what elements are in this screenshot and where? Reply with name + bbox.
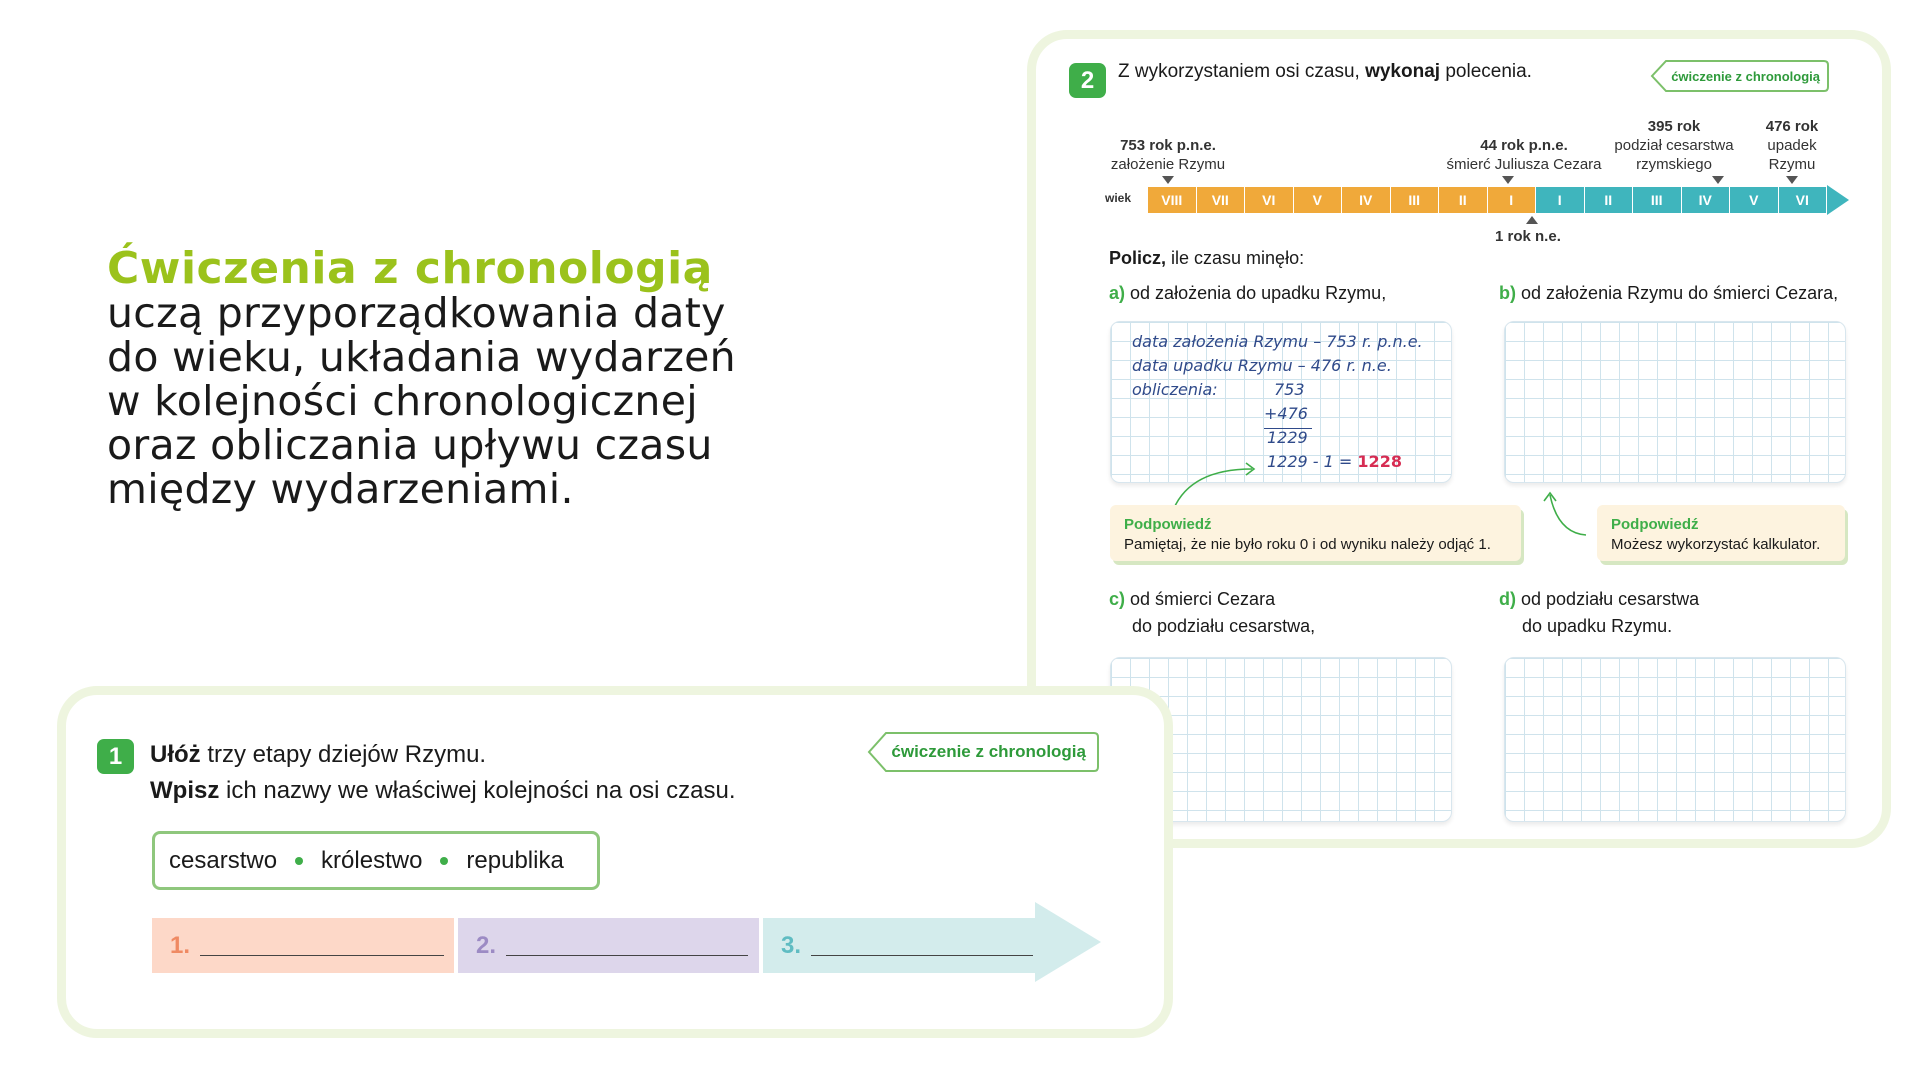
hint-box-1 [1110,505,1521,561]
word-bank [152,831,600,890]
chronology-tag: ćwiczenie z chronologią [1650,59,1830,93]
ad-start-marker [1526,216,1538,224]
answer-grid-d[interactable] [1504,657,1846,822]
headline-line: oraz obliczania upływu czasu [107,421,713,469]
headline-line: w kolejności chronologicznej [107,377,698,425]
ad-start-label: 1 rok n.e. [1495,228,1561,245]
event-caesar-label: 44 rok p.n.e. śmierć Juliusza Cezara [1446,137,1602,173]
exercise-2-title: Z wykorzystaniem osi czasu, wykonaj polecenia. [1118,61,1532,82]
example-n1: 753 [1274,380,1305,399]
event-marker [1712,176,1724,184]
word: republika [466,846,564,874]
stage-2-slot[interactable]: 2. [458,918,759,973]
headline-line: między wydarzeniami. [107,465,574,513]
example-n2: +476 [1264,404,1308,423]
hint-text: Pamiętaj, że nie było roku 0 i od wyniku należy odjąć 1. [1124,536,1491,553]
stage-1-slot[interactable]: 1. [152,918,454,973]
exercise-1-card [57,686,1173,1038]
century-segment-ad: VI [1779,187,1828,213]
century-segment-ad: V [1730,187,1779,213]
hint-title: Podpowiedź [1611,516,1699,533]
century-segment-bc: I [1488,187,1537,213]
century-segment-ad: II [1585,187,1634,213]
event-marker [1786,176,1798,184]
question-c: c) od śmierci Cezara do podziału cesarstwa, [1109,589,1316,636]
century-segment-bc: V [1294,187,1343,213]
headline [107,243,747,513]
century-segment-bc: III [1391,187,1440,213]
century-segment-ad: III [1633,187,1682,213]
question-b: b) od założenia Rzymu do śmierci Cezara, [1499,283,1839,303]
timeline-arrow-head [1827,185,1849,215]
century-segment-bc: II [1439,187,1488,213]
headline-highlight: Ćwiczenia z chronologią [107,243,713,294]
word: królestwo [321,846,423,874]
answer-grid-b[interactable] [1504,321,1846,483]
question-a: a) od założenia do upadku Rzymu, [1109,283,1387,303]
example-final: 1229 - 1 = 1228 [1267,452,1402,471]
event-founding-label: 753 rok p.n.e. założenie Rzymu [1110,137,1226,173]
example-line-1: data założenia Rzymu – 753 r. p.n.e. [1132,332,1423,351]
century-segment-ad: I [1536,187,1585,213]
event-marker [1162,176,1174,184]
chronology-tag: ćwiczenie z chronologią [866,735,1100,769]
century-segment-bc: VI [1245,187,1294,213]
word: cesarstwo [169,846,278,874]
bullet-icon [295,857,303,865]
headline-line: do wieku, układania wydarzeń [107,333,736,381]
hint-arrow-icon [1536,489,1596,549]
stage-3-slot[interactable]: 3. [763,918,1035,973]
century-segment-bc: VII [1197,187,1246,213]
stage-arrow-head [1035,902,1101,982]
headline-line: uczą przyporządkowania daty [107,289,726,337]
hint-text: Możesz wykorzystać kalkulator. [1611,536,1821,553]
example-line-2: data upadku Rzymu – 476 r. n.e. [1132,356,1392,375]
century-segment-ad: IV [1682,187,1731,213]
question-d: d) od podziału cesarstwa do upadku Rzymu. [1499,589,1700,636]
century-timeline [1148,187,1849,213]
exercise-number-badge: 1 [97,739,134,774]
example-calc-label: obliczenia: [1132,380,1218,399]
exercise-number-badge: 2 [1069,63,1106,98]
hint-title: Podpowiedź [1124,516,1212,533]
hint-box-2 [1597,505,1845,561]
century-segment-bc: VIII [1148,187,1197,213]
event-fall-label: 476 rok upadek Rzymu [1765,118,1819,173]
exercise-1-title: Ułóż trzy etapy dziejów Rzymu. Wpisz ich nazwy we właściwej kolejności na osi czasu. [150,741,736,804]
example-sum: 1229 [1267,428,1308,447]
instruction: Policz, ile czasu minęło: [1109,248,1305,268]
axis-label-wiek: wiek [1105,191,1132,205]
century-segment-bc: IV [1342,187,1391,213]
bullet-icon [440,857,448,865]
event-division-label: 395 rok podział cesarstwa rzymskiego [1614,118,1734,173]
event-marker [1502,176,1514,184]
